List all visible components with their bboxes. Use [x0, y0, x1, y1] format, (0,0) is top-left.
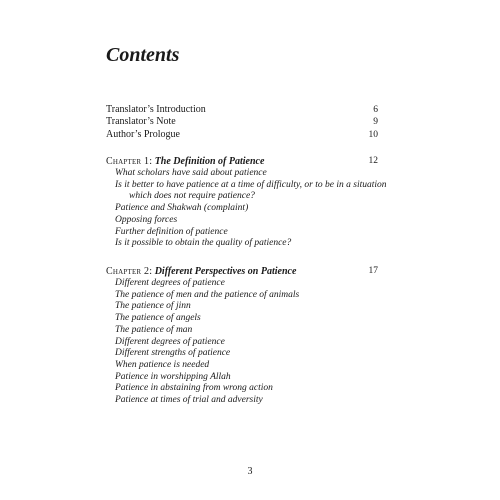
toc-entry-label: Translator’s Introduction	[106, 104, 206, 115]
toc-entry-page: 9	[373, 117, 378, 128]
chapter-title: Different Perspectives on Patience	[154, 266, 297, 277]
chapter-page: 17	[368, 266, 378, 276]
chapter-1	[106, 155, 387, 250]
page-number: 3	[247, 466, 253, 477]
section-entry-continuation: which does not require patience?	[129, 191, 255, 202]
section-entry	[115, 179, 387, 203]
section-entry: Patience in worshipping Allah	[115, 371, 231, 382]
section-entry: When patience is needed	[115, 359, 210, 370]
chapter-page: 12	[368, 156, 378, 166]
chapter-title: The Definition of Patience	[154, 156, 265, 167]
section-entry: The patience of men and the patience of animals	[115, 289, 300, 300]
toc-entry	[106, 129, 378, 141]
chapter-2	[106, 265, 378, 407]
section-list	[106, 168, 387, 250]
section-entry: Different strengths of patience	[115, 348, 231, 359]
chapter-label: Chapter 2:	[106, 266, 153, 277]
section-entry: Further definition of patience	[115, 226, 228, 237]
section-entry: The patience of jinn	[115, 301, 191, 312]
toc-entry-page: 6	[373, 105, 378, 115]
chapter-label: Chapter 1:	[106, 156, 153, 167]
front-matter-list	[106, 104, 378, 141]
toc-entry-label: Translator’s Note	[106, 116, 176, 128]
section-entry: Different degrees of patience	[115, 336, 225, 347]
toc-entry	[106, 104, 378, 116]
toc-entry	[106, 116, 378, 128]
section-entry: The patience of angels	[115, 313, 201, 324]
section-entry: Patience and Shakwah (complaint)	[115, 203, 249, 214]
page-title: Contents	[106, 44, 180, 66]
section-entry: Opposing forces	[115, 214, 178, 225]
section-list	[106, 278, 378, 407]
section-entry: The patience of man	[115, 324, 193, 335]
toc-entry-page: 10	[368, 129, 378, 140]
chapter-heading	[106, 265, 378, 278]
section-entry: What scholars have said about patience	[115, 168, 267, 178]
section-entry: Different degrees of patience	[115, 278, 225, 288]
chapter-heading	[106, 155, 378, 168]
section-entry: Patience at times of trial and adversity	[115, 395, 263, 406]
section-entry-text: Is it better to have patience at a time of difficulty, or to be in a situation	[115, 179, 387, 190]
toc-entry-label: Author’s Prologue	[106, 128, 180, 140]
section-entry: Is it possible to obtain the quality of patience?	[115, 238, 292, 249]
section-entry: Patience in abstaining from wrong action	[115, 383, 273, 394]
